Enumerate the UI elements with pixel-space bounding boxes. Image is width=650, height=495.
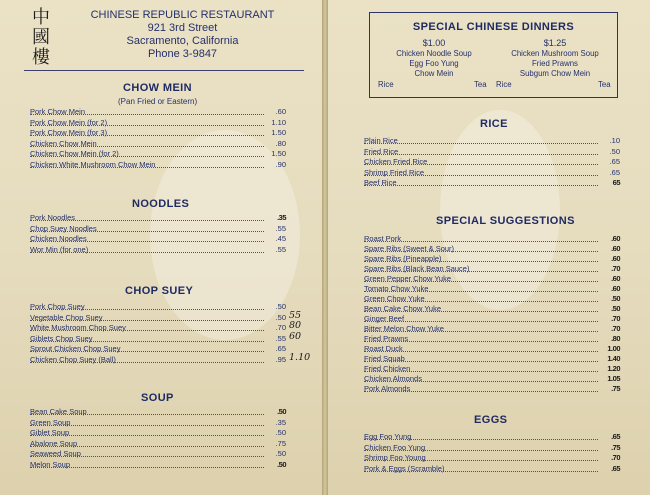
menu-item bbox=[364, 453, 620, 463]
menu-item-name: Fried Rice bbox=[364, 146, 399, 156]
menu-item-price: .50 bbox=[275, 302, 286, 311]
menu-item bbox=[364, 334, 620, 344]
menu-item-price: .50 bbox=[611, 294, 620, 303]
restaurant-header bbox=[60, 9, 305, 61]
menu-item bbox=[30, 224, 286, 234]
menu-item bbox=[364, 464, 620, 474]
menu-item-price: .60 bbox=[275, 107, 286, 116]
menu-item-name: Pork Chow Mein (for 3) bbox=[30, 128, 108, 138]
menu-item-name: Melon Soup bbox=[30, 460, 71, 469]
menu-item-price: .70 bbox=[611, 314, 620, 323]
menu-item bbox=[30, 407, 286, 417]
menu-item-price: .65 bbox=[611, 432, 620, 441]
header-divider bbox=[24, 70, 304, 71]
menu-item-price: 1.10 bbox=[271, 117, 286, 127]
restaurant-city: Sacramento, California bbox=[126, 35, 239, 47]
menu-item bbox=[30, 309, 302, 323]
section-title-special-suggestions: SPECIAL SUGGESTIONS bbox=[436, 215, 575, 227]
menu-item-price: .70 bbox=[611, 453, 620, 463]
menu-item bbox=[364, 374, 620, 384]
menu-item-name: Roast Pork bbox=[364, 234, 402, 243]
dinner-option-1: $1.00 Chicken Noodle Soup Egg Foo Yung Chow Mein bbox=[396, 38, 472, 78]
menu-item bbox=[30, 418, 286, 428]
menu-item-name: Giblet Soup bbox=[30, 428, 70, 438]
menu-item-name: Tomato Chow Yuke bbox=[364, 284, 429, 293]
menu-item-price: .45 bbox=[275, 234, 286, 244]
menu-item-name: Chicken Noodles bbox=[30, 234, 87, 244]
menu-item-price: .80 bbox=[275, 138, 286, 148]
menu-item-price: .50 bbox=[277, 460, 286, 469]
menu-item bbox=[30, 439, 286, 449]
menu-item bbox=[30, 460, 286, 470]
menu-item-name: Ginger Beef bbox=[364, 314, 405, 323]
menu-item bbox=[364, 136, 620, 146]
menu-item-name: Fried Squab bbox=[364, 354, 405, 363]
section-title-special-dinners: SPECIAL CHINESE DINNERS bbox=[412, 21, 575, 33]
menu-item bbox=[30, 320, 302, 333]
menu-item-name: Pork Chow Mein bbox=[30, 107, 86, 116]
menu-item bbox=[364, 344, 620, 354]
menu-item-price: .60 bbox=[611, 274, 620, 283]
menu-item-name: Pork Chow Mein (for 2) bbox=[30, 117, 108, 127]
menu-item-name: Spare Ribs (Black Bean Sauce) bbox=[364, 264, 470, 273]
menu-item-price: .35 bbox=[275, 417, 286, 427]
menu-item bbox=[364, 364, 620, 374]
menu-item-price: .60 bbox=[611, 244, 620, 253]
menu-item-name: Pork Noodles bbox=[30, 213, 76, 222]
menu-item bbox=[364, 274, 620, 284]
menu-item bbox=[30, 330, 302, 344]
menu-item-price: .60 bbox=[611, 254, 620, 263]
restaurant-logo: 中 國 樓 bbox=[32, 7, 50, 68]
menu-item bbox=[30, 107, 286, 117]
menu-item-price: .50 bbox=[275, 449, 286, 459]
menu-item bbox=[364, 294, 620, 304]
menu-item-name: Chicken Chow Mein bbox=[30, 138, 97, 148]
section-title-chow-mein: CHOW MEIN bbox=[123, 82, 192, 94]
menu-item bbox=[30, 128, 286, 138]
menu-item-name: Spare Ribs (Sweet & Sour) bbox=[364, 244, 455, 253]
menu-item-name: Pork & Eggs (Scramble) bbox=[364, 463, 445, 473]
menu-item bbox=[30, 213, 286, 223]
menu-item-name: Chicken Chow Mein (for 2) bbox=[30, 149, 119, 159]
menu-item-name: Sprout Chicken Chop Suey bbox=[30, 344, 121, 354]
menu-item bbox=[364, 264, 620, 274]
menu-item-price: .65 bbox=[275, 344, 286, 354]
menu-item-name: Spare Ribs (Pineapple) bbox=[364, 254, 442, 263]
menu-item-name: Beef Rice bbox=[364, 178, 397, 188]
menu-item-price: .50 bbox=[611, 304, 620, 313]
menu-item bbox=[30, 352, 311, 365]
section-title-rice: RICE bbox=[480, 118, 508, 130]
menu-item-name: Bitter Melon Chow Yuke bbox=[364, 324, 444, 333]
menu-item-price: .65 bbox=[609, 167, 620, 177]
menu-item-name: Plain Rice bbox=[364, 136, 398, 145]
menu-item bbox=[364, 443, 620, 453]
menu-item bbox=[364, 157, 620, 167]
menu-item-name: Shrimp Fried Rice bbox=[364, 167, 425, 177]
menu-item-price: .75 bbox=[275, 438, 286, 448]
menu-item bbox=[364, 324, 620, 334]
menu-item-price: .75 bbox=[611, 384, 620, 393]
menu-item-name: Roast Duck bbox=[364, 344, 403, 353]
dinner-2-rice: Rice bbox=[496, 80, 512, 89]
handwritten-price: 1.10 bbox=[289, 352, 311, 363]
menu-item-price: .90 bbox=[275, 160, 286, 169]
menu-item bbox=[30, 245, 286, 255]
menu-item bbox=[30, 302, 286, 312]
section-title-soup: SOUP bbox=[141, 392, 174, 404]
menu-item-price: .50 bbox=[275, 428, 286, 438]
menu-item-name: Fried Prawns bbox=[364, 334, 409, 343]
menu-item-price: 1.50 bbox=[271, 149, 286, 159]
menu-item-price: 1.40 bbox=[607, 354, 620, 363]
menu-item-price: .60 bbox=[611, 284, 620, 293]
section-title-chop-suey: CHOP SUEY bbox=[125, 285, 194, 297]
menu-item bbox=[364, 354, 620, 364]
handwritten-price: 60 bbox=[289, 330, 302, 342]
menu-item-price: .10 bbox=[609, 136, 620, 145]
restaurant-phone: Phone 3-9847 bbox=[147, 48, 218, 60]
chow-mein-subtitle: (Pan Fried or Eastern) bbox=[118, 97, 198, 106]
menu-item bbox=[364, 314, 620, 324]
special-dinners-box bbox=[369, 12, 618, 98]
menu-item bbox=[30, 428, 286, 438]
menu-item-name: Chop Suey Noodles bbox=[30, 223, 97, 233]
restaurant-name: CHINESE REPUBLIC RESTAURANT bbox=[90, 9, 275, 21]
menu-item-name: White Mushroom Chop Suey bbox=[30, 323, 126, 333]
leader-dots bbox=[364, 185, 598, 186]
menu-item bbox=[30, 344, 286, 354]
menu-item bbox=[30, 118, 286, 128]
menu-item-price: .50 bbox=[275, 312, 286, 322]
menu-item-price: .65 bbox=[609, 157, 620, 167]
menu-item-name: Seaweed Soup bbox=[30, 449, 81, 459]
menu-item bbox=[364, 384, 620, 394]
menu-item bbox=[30, 139, 286, 149]
menu-item-name: Green Pepper Chow Yuke bbox=[364, 274, 452, 283]
menu-item-price: .35 bbox=[277, 213, 286, 222]
dinner-option-2: $1.25 Chicken Mushroom Soup Fried Prawns Subgum Chow Mein bbox=[511, 38, 599, 78]
menu-item-price: 1.00 bbox=[607, 344, 620, 353]
menu-item bbox=[30, 160, 286, 170]
menu-item bbox=[364, 432, 620, 442]
menu-item-price: .55 bbox=[275, 333, 286, 343]
menu-item-price: .50 bbox=[277, 407, 286, 416]
menu-item-price: .55 bbox=[275, 223, 286, 233]
menu-item-price: .70 bbox=[611, 324, 620, 333]
menu-item-name: Bean Cake Soup bbox=[30, 407, 87, 416]
menu-item-name: Green Chow Yuke bbox=[364, 294, 425, 303]
menu-item-price: .65 bbox=[611, 463, 620, 473]
menu-item-name: Shrimp Foo Young bbox=[364, 453, 426, 463]
menu-item bbox=[30, 234, 286, 244]
menu-item bbox=[364, 178, 620, 188]
section-title-noodles: NOODLES bbox=[132, 198, 190, 210]
menu-item-name: Pork Almonds bbox=[364, 384, 411, 393]
handwritten-price: 80 bbox=[289, 320, 302, 332]
menu-item-price: .50 bbox=[609, 146, 620, 156]
menu-item-name: Egg Foo Yung bbox=[364, 432, 412, 441]
section-title-eggs: EGGS bbox=[474, 414, 508, 426]
menu-item-price: .70 bbox=[611, 264, 620, 273]
dinner-2-tea: Tea bbox=[598, 80, 611, 89]
menu-item bbox=[364, 284, 620, 294]
menu-item bbox=[364, 147, 620, 157]
dinner-1-rice: Rice bbox=[378, 80, 394, 89]
menu-item-name: Fried Chicken bbox=[364, 364, 411, 373]
menu-item-name: Vegetable Chop Suey bbox=[30, 312, 103, 322]
menu-item bbox=[364, 244, 620, 254]
menu-item-price: .95 bbox=[275, 355, 286, 364]
menu-item-name: Chicken Almonds bbox=[364, 374, 422, 383]
handwritten-price: 55 bbox=[289, 309, 302, 321]
menu-item bbox=[364, 234, 620, 244]
menu-item-name: Green Soup bbox=[30, 417, 71, 427]
menu-item-price: 1.20 bbox=[607, 364, 620, 373]
menu-item bbox=[30, 449, 286, 459]
dinner-1-tea: Tea bbox=[474, 80, 487, 89]
menu-item-name: Chicken Foo Yung bbox=[364, 442, 426, 452]
menu-item-name: Chicken Fried Rice bbox=[364, 157, 428, 167]
menu-item-name: Bean Cake Chow Yuke bbox=[364, 304, 441, 313]
menu-item-price: 1.05 bbox=[607, 374, 620, 383]
menu-item-name: Abalone Soup bbox=[30, 438, 78, 448]
menu-item-name: Chicken White Mushroom Chow Mein bbox=[30, 160, 156, 169]
menu-item bbox=[364, 254, 620, 264]
menu-item bbox=[364, 304, 620, 314]
menu-item-name: Chicken Chop Suey (Ball) bbox=[30, 355, 116, 364]
menu-item-price: .75 bbox=[611, 442, 620, 452]
menu-item-price: .60 bbox=[611, 234, 620, 243]
menu-item bbox=[364, 168, 620, 178]
menu-item-name: Wor Min (for one) bbox=[30, 244, 89, 254]
menu-item-price: .80 bbox=[611, 334, 620, 343]
menu-item-name: Pork Chop Suey bbox=[30, 302, 85, 311]
menu-item-price: .55 bbox=[275, 244, 286, 254]
menu-item bbox=[30, 149, 286, 159]
menu-item-price: 65 bbox=[612, 178, 620, 188]
menu-item-price: .70 bbox=[275, 323, 286, 333]
menu-item-price: 1.50 bbox=[271, 128, 286, 138]
restaurant-address: 921 3rd Street bbox=[147, 22, 218, 34]
menu-item-name: Giblets Chop Suey bbox=[30, 333, 93, 343]
